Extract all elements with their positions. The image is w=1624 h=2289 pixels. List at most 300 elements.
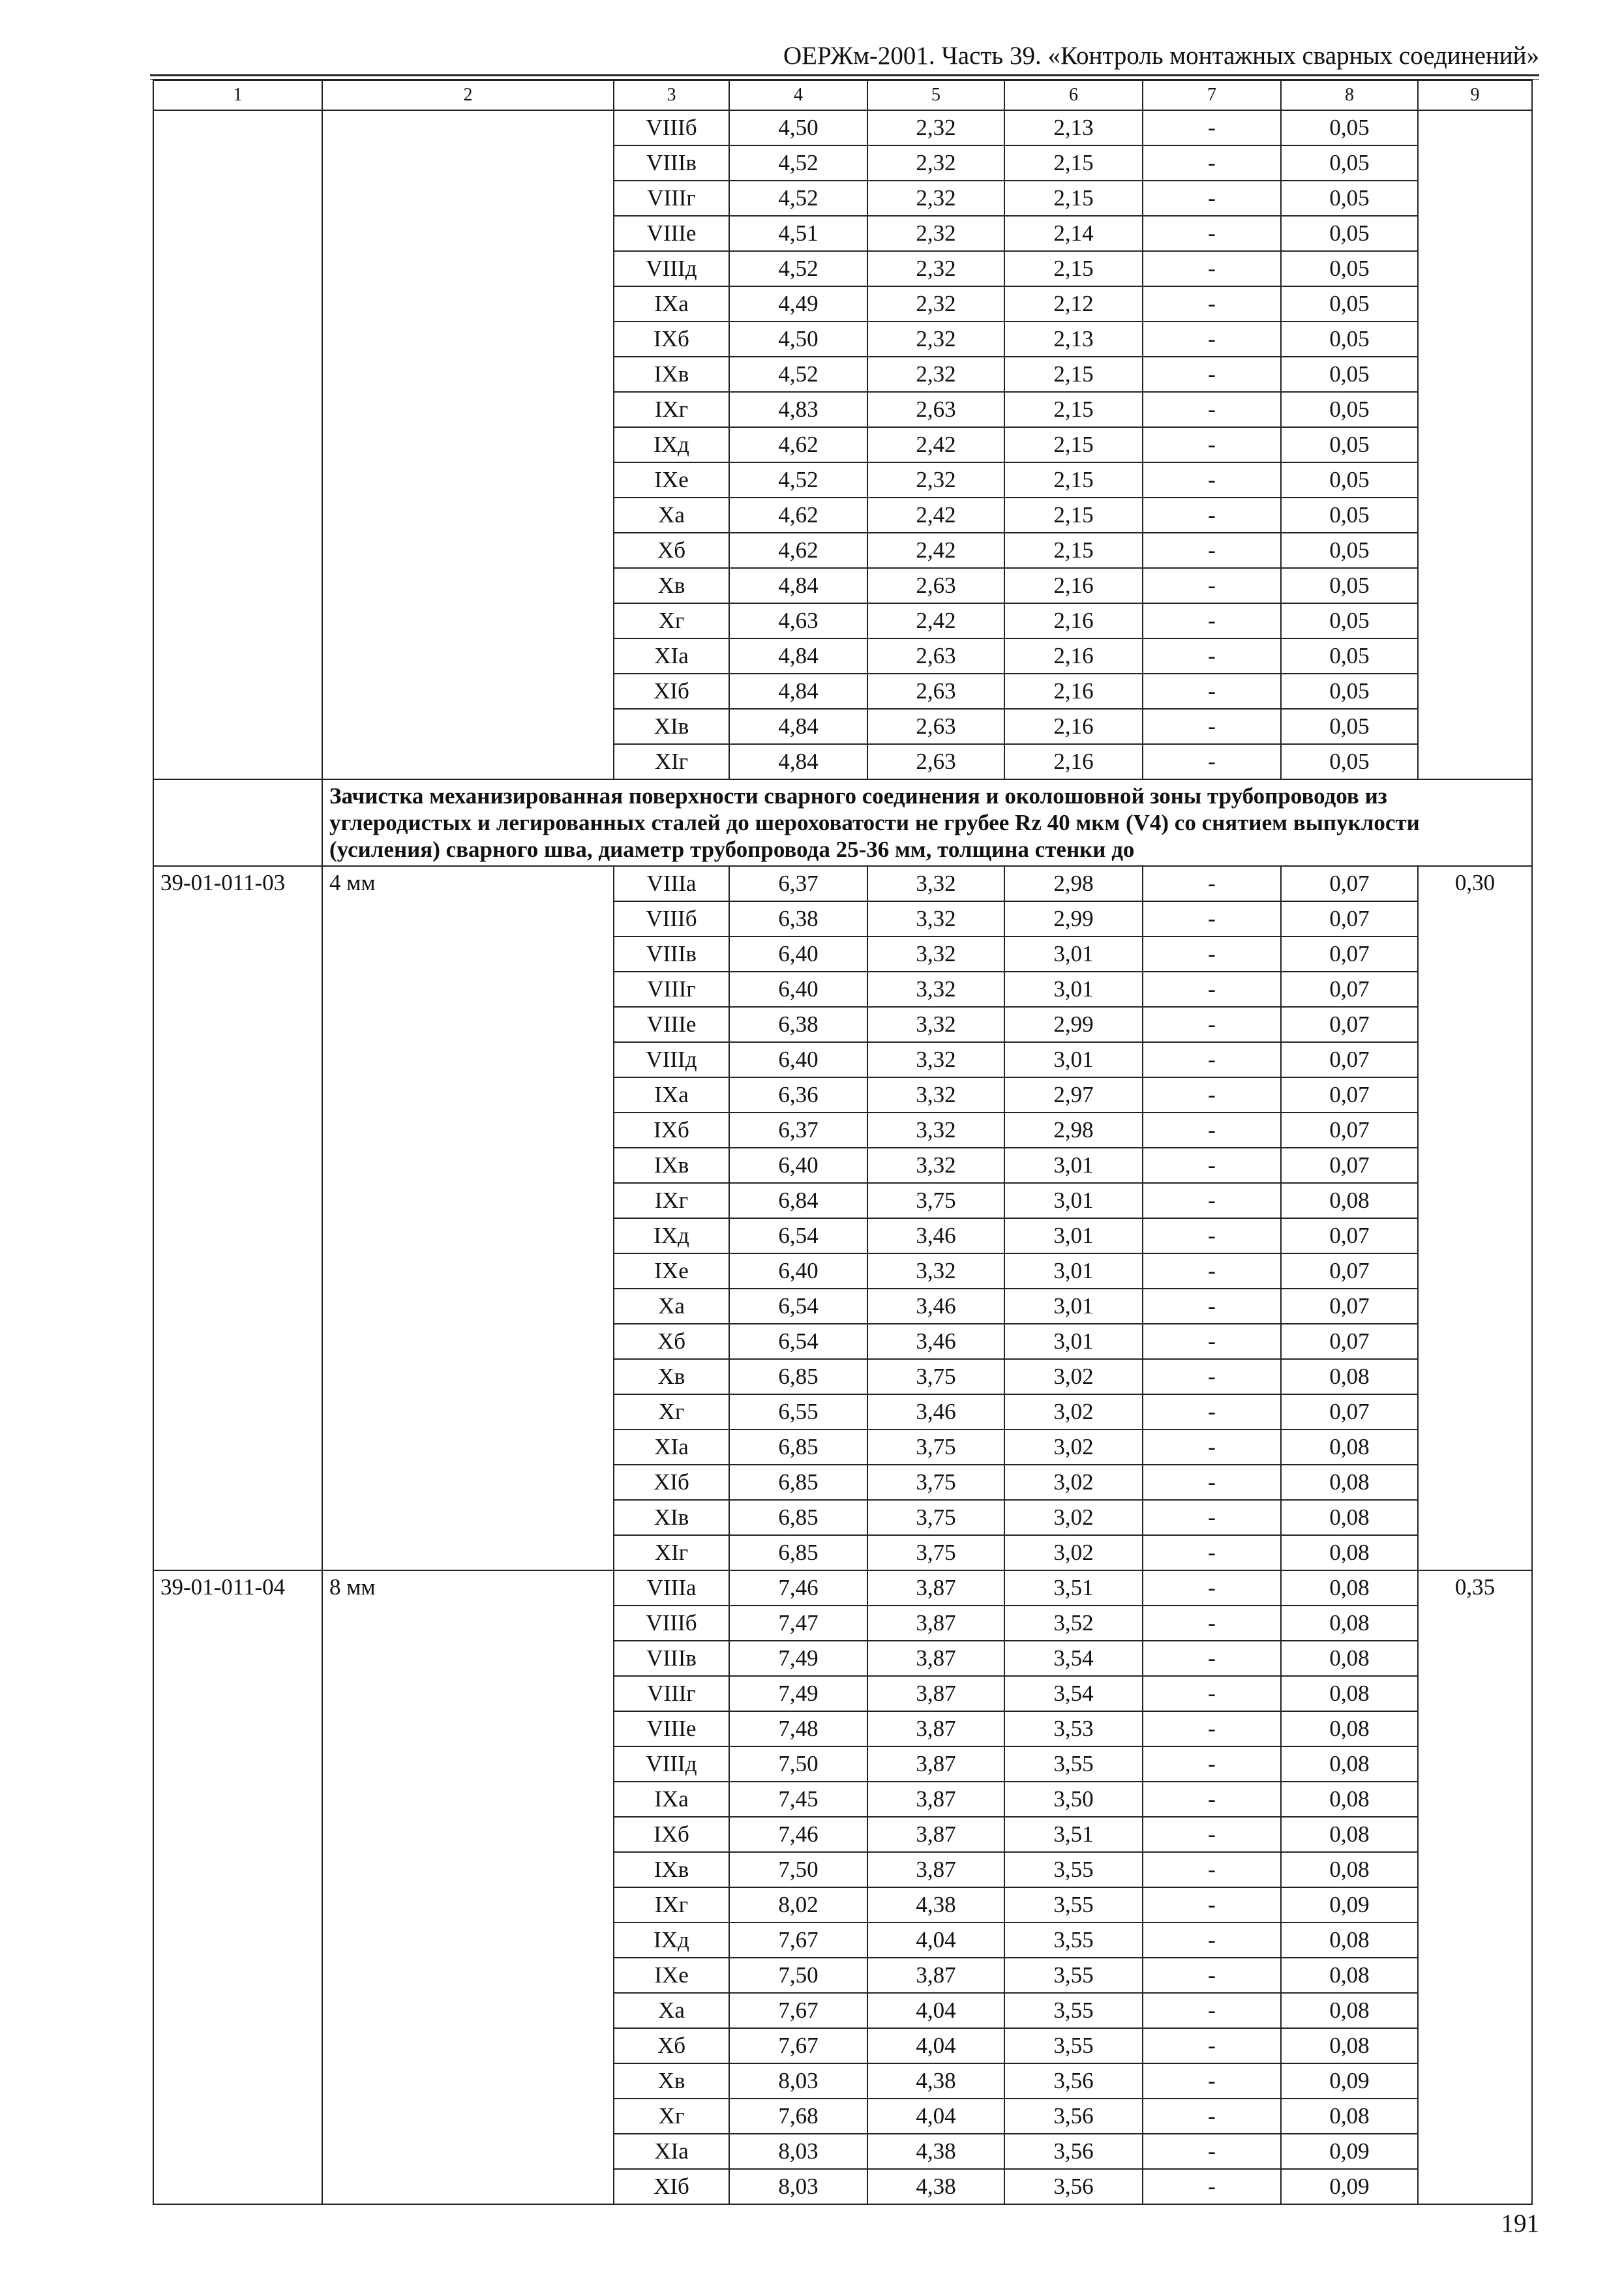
- value-cell-col7: -: [1143, 1042, 1281, 1077]
- value-cell-col3: Xа: [614, 498, 729, 533]
- value-cell-col7: -: [1143, 181, 1281, 216]
- value-cell-col4: 4,63: [729, 603, 867, 638]
- value-cell-col5: 4,38: [867, 2063, 1004, 2099]
- value-cell-col3: XIг: [614, 744, 729, 779]
- value-cell-col5: 3,46: [867, 1324, 1004, 1359]
- value-cell-col4: 4,52: [729, 251, 867, 286]
- value-cell-col5: 2,63: [867, 638, 1004, 674]
- value-cell-col8: 0,05: [1281, 110, 1418, 145]
- value-cell-col4: 7,46: [729, 1817, 867, 1852]
- value-cell-col7: -: [1143, 603, 1281, 638]
- value-cell-col8: 0,05: [1281, 709, 1418, 744]
- wall-thickness: 8 мм: [322, 1570, 614, 2204]
- value-cell-col3: VIIIа: [614, 1570, 729, 1606]
- value-cell-col8: 0,08: [1281, 1958, 1418, 1993]
- value-cell-col4: 7,67: [729, 1922, 867, 1958]
- value-cell-col3: IXд: [614, 1218, 729, 1253]
- value-cell-col8: 0,05: [1281, 674, 1418, 709]
- value-cell-col5: 2,42: [867, 427, 1004, 462]
- value-cell-col6: 3,01: [1004, 1042, 1143, 1077]
- value-cell-col3: IXг: [614, 1183, 729, 1218]
- value-cell-col4: 7,47: [729, 1606, 867, 1641]
- value-cell-col5: 2,32: [867, 145, 1004, 181]
- value-cell-col3: VIIIг: [614, 1676, 729, 1711]
- value-cell-col8: 0,07: [1281, 1042, 1418, 1077]
- value-cell-col8: 0,07: [1281, 901, 1418, 936]
- value-cell-col6: 2,14: [1004, 216, 1143, 251]
- value-cell-col8: 0,08: [1281, 1500, 1418, 1535]
- value-cell-col8: 0,07: [1281, 972, 1418, 1007]
- value-cell-col7: -: [1143, 709, 1281, 744]
- value-cell-col5: 2,42: [867, 603, 1004, 638]
- column-number: 8: [1281, 80, 1418, 110]
- value-cell-col6: 2,16: [1004, 744, 1143, 779]
- value-cell-col3: Xб: [614, 1324, 729, 1359]
- value-cell-col8: 0,08: [1281, 1676, 1418, 1711]
- value-cell-col4: 8,03: [729, 2063, 867, 2099]
- value-cell-col4: 7,50: [729, 1746, 867, 1782]
- value-cell-col6: 3,56: [1004, 2169, 1143, 2204]
- value-cell-col4: 6,40: [729, 1042, 867, 1077]
- value-cell-col7: -: [1143, 2028, 1281, 2063]
- value-cell-col5: 3,46: [867, 1289, 1004, 1324]
- value-cell-col4: 6,40: [729, 1148, 867, 1183]
- value-cell-col7: -: [1143, 1922, 1281, 1958]
- value-cell-col3: XIв: [614, 709, 729, 744]
- value-cell-col5: 3,87: [867, 1676, 1004, 1711]
- value-cell-col5: 3,46: [867, 1218, 1004, 1253]
- value-cell-col8: 0,07: [1281, 1077, 1418, 1113]
- value-cell-col8: 0,09: [1281, 2169, 1418, 2204]
- value-cell-col4: 6,85: [729, 1500, 867, 1535]
- value-cell-col3: Xб: [614, 2028, 729, 2063]
- value-cell-col3: VIIIе: [614, 216, 729, 251]
- value-cell-col4: 6,37: [729, 1113, 867, 1148]
- value-cell-col7: -: [1143, 1535, 1281, 1570]
- column-number: 6: [1004, 80, 1143, 110]
- value-cell-col3: IXб: [614, 1817, 729, 1852]
- value-cell-col3: XIб: [614, 1465, 729, 1500]
- value-cell-col6: 3,55: [1004, 1993, 1143, 2028]
- value-cell-col7: -: [1143, 1218, 1281, 1253]
- value-cell-col6: 3,55: [1004, 1746, 1143, 1782]
- value-cell-col7: -: [1143, 357, 1281, 392]
- value-cell-col3: IXе: [614, 462, 729, 498]
- value-cell-col7: -: [1143, 1007, 1281, 1042]
- value-cell-col3: XIа: [614, 638, 729, 674]
- value-cell-col4: 6,84: [729, 1183, 867, 1218]
- value-cell-col8: 0,08: [1281, 1570, 1418, 1606]
- value-cell-col8: 0,08: [1281, 1465, 1418, 1500]
- value-cell-col4: 6,85: [729, 1535, 867, 1570]
- value-cell-col7: -: [1143, 533, 1281, 568]
- value-cell-col7: -: [1143, 2063, 1281, 2099]
- value-cell-col7: -: [1143, 1394, 1281, 1429]
- value-cell-col3: Xв: [614, 1359, 729, 1394]
- value-cell-col6: 2,15: [1004, 357, 1143, 392]
- value-cell-col8: 0,05: [1281, 427, 1418, 462]
- value-cell-col4: 4,84: [729, 674, 867, 709]
- value-cell-col3: Xа: [614, 1993, 729, 2028]
- value-cell-col4: 4,52: [729, 181, 867, 216]
- value-cell-col8: 0,07: [1281, 1324, 1418, 1359]
- value-cell-col4: 4,50: [729, 322, 867, 357]
- value-cell-col7: -: [1143, 2134, 1281, 2169]
- value-cell-col6: 3,01: [1004, 1253, 1143, 1289]
- value-cell-col4: 4,84: [729, 568, 867, 603]
- value-cell-col4: 6,54: [729, 1289, 867, 1324]
- value-cell-col8: 0,08: [1281, 1606, 1418, 1641]
- value-cell-col8: 0,05: [1281, 744, 1418, 779]
- value-cell-col3: IXв: [614, 1148, 729, 1183]
- col9-value: [1418, 110, 1532, 779]
- value-cell-col7: -: [1143, 1958, 1281, 1993]
- value-cell-col5: 4,38: [867, 2169, 1004, 2204]
- value-cell-col6: 3,55: [1004, 1887, 1143, 1922]
- value-cell-col7: -: [1143, 216, 1281, 251]
- value-cell-col6: 2,15: [1004, 392, 1143, 427]
- value-cell-col6: 3,53: [1004, 1711, 1143, 1746]
- value-cell-col7: -: [1143, 1711, 1281, 1746]
- value-cell-col7: -: [1143, 1429, 1281, 1465]
- table-row: [153, 1570, 1532, 1606]
- value-cell-col6: 2,99: [1004, 1007, 1143, 1042]
- value-cell-col4: 6,40: [729, 936, 867, 972]
- value-cell-col3: IXб: [614, 322, 729, 357]
- value-cell-col6: 3,55: [1004, 1958, 1143, 1993]
- value-cell-col6: 2,13: [1004, 110, 1143, 145]
- value-cell-col5: 3,75: [867, 1465, 1004, 1500]
- value-cell-col5: 3,75: [867, 1359, 1004, 1394]
- value-cell-col4: 6,55: [729, 1394, 867, 1429]
- description-code-cell: [153, 779, 322, 866]
- value-cell-col6: 3,01: [1004, 1183, 1143, 1218]
- value-cell-col3: XIг: [614, 1535, 729, 1570]
- value-cell-col8: 0,08: [1281, 1535, 1418, 1570]
- value-cell-col8: 0,08: [1281, 2099, 1418, 2134]
- value-cell-col7: -: [1143, 1500, 1281, 1535]
- value-cell-col6: 2,16: [1004, 603, 1143, 638]
- value-cell-col6: 2,13: [1004, 322, 1143, 357]
- value-cell-col6: 2,98: [1004, 866, 1143, 901]
- column-number: 4: [729, 80, 867, 110]
- value-cell-col4: 7,67: [729, 2028, 867, 2063]
- value-cell-col5: 3,87: [867, 1570, 1004, 1606]
- value-cell-col4: 8,02: [729, 1887, 867, 1922]
- value-cell-col6: 2,15: [1004, 181, 1143, 216]
- value-cell-col6: 3,01: [1004, 1148, 1143, 1183]
- value-cell-col5: 4,04: [867, 2028, 1004, 2063]
- value-cell-col4: 7,50: [729, 1958, 867, 1993]
- value-cell-col7: -: [1143, 568, 1281, 603]
- value-cell-col3: IXа: [614, 286, 729, 322]
- value-cell-col3: IXд: [614, 427, 729, 462]
- value-cell-col7: -: [1143, 1113, 1281, 1148]
- value-cell-col3: VIIIб: [614, 110, 729, 145]
- norms-table: [153, 80, 1533, 2205]
- value-cell-col3: XIв: [614, 1500, 729, 1535]
- value-cell-col4: 6,85: [729, 1465, 867, 1500]
- value-cell-col6: 3,02: [1004, 1429, 1143, 1465]
- value-cell-col4: 6,40: [729, 1253, 867, 1289]
- value-cell-col3: VIIIв: [614, 1641, 729, 1676]
- value-cell-col7: -: [1143, 286, 1281, 322]
- value-cell-col6: 3,54: [1004, 1641, 1143, 1676]
- table-row: [153, 110, 1532, 145]
- value-cell-col6: 3,51: [1004, 1570, 1143, 1606]
- value-cell-col8: 0,07: [1281, 1289, 1418, 1324]
- value-cell-col8: 0,07: [1281, 1394, 1418, 1429]
- value-cell-col5: 2,32: [867, 286, 1004, 322]
- value-cell-col6: 2,15: [1004, 145, 1143, 181]
- value-cell-col6: 3,56: [1004, 2134, 1143, 2169]
- value-cell-col7: -: [1143, 1852, 1281, 1887]
- value-cell-col3: VIIIв: [614, 145, 729, 181]
- value-cell-col3: IXв: [614, 357, 729, 392]
- column-number: 5: [867, 80, 1004, 110]
- column-number: 9: [1418, 80, 1532, 110]
- value-cell-col8: 0,07: [1281, 936, 1418, 972]
- value-cell-col6: 2,15: [1004, 251, 1143, 286]
- value-cell-col5: 2,42: [867, 533, 1004, 568]
- value-cell-col6: 2,97: [1004, 1077, 1143, 1113]
- value-cell-col7: -: [1143, 638, 1281, 674]
- value-cell-col7: -: [1143, 427, 1281, 462]
- value-cell-col5: 2,32: [867, 181, 1004, 216]
- value-cell-col5: 3,32: [867, 936, 1004, 972]
- value-cell-col5: 4,04: [867, 2099, 1004, 2134]
- page-number: 191: [1501, 2209, 1539, 2237]
- value-cell-col3: Xв: [614, 2063, 729, 2099]
- value-cell-col3: VIIIб: [614, 901, 729, 936]
- value-cell-col5: 2,32: [867, 357, 1004, 392]
- value-cell-col6: 3,55: [1004, 1852, 1143, 1887]
- value-cell-col4: 6,40: [729, 972, 867, 1007]
- value-cell-col3: Xг: [614, 603, 729, 638]
- value-cell-col8: 0,05: [1281, 568, 1418, 603]
- work-description: Зачистка механизированная поверхности сварного соединения и околошовной зоны трубопроводов из углеродистых и легированных сталей до шероховатости не грубее Rz 40 мкм (V4) со снятием выпуклости (усиления) сварного шва, диаметр трубопровода 25-36 мм, толщина стенки до: [322, 779, 1532, 866]
- column-number: 2: [322, 80, 614, 110]
- wall-thickness: [322, 110, 614, 779]
- value-cell-col5: 2,63: [867, 744, 1004, 779]
- value-cell-col5: 2,63: [867, 709, 1004, 744]
- value-cell-col4: 4,50: [729, 110, 867, 145]
- value-cell-col7: -: [1143, 1253, 1281, 1289]
- value-cell-col4: 4,84: [729, 744, 867, 779]
- value-cell-col8: 0,07: [1281, 1148, 1418, 1183]
- value-cell-col6: 3,50: [1004, 1782, 1143, 1817]
- value-cell-col6: 2,99: [1004, 901, 1143, 936]
- value-cell-col5: 2,63: [867, 568, 1004, 603]
- value-cell-col8: 0,08: [1281, 1183, 1418, 1218]
- value-cell-col6: 2,16: [1004, 674, 1143, 709]
- value-cell-col6: 3,56: [1004, 2099, 1143, 2134]
- value-cell-col3: XIб: [614, 2169, 729, 2204]
- value-cell-col7: -: [1143, 1993, 1281, 2028]
- value-cell-col7: -: [1143, 1606, 1281, 1641]
- value-cell-col5: 4,04: [867, 1993, 1004, 2028]
- column-number: 1: [153, 80, 322, 110]
- value-cell-col8: 0,08: [1281, 1993, 1418, 2028]
- value-cell-col5: 3,87: [867, 1782, 1004, 1817]
- value-cell-col7: -: [1143, 2099, 1281, 2134]
- value-cell-col7: -: [1143, 1359, 1281, 1394]
- value-cell-col3: IXа: [614, 1077, 729, 1113]
- value-cell-col4: 6,38: [729, 901, 867, 936]
- value-cell-col4: 4,52: [729, 145, 867, 181]
- column-number: 3: [614, 80, 729, 110]
- value-cell-col7: -: [1143, 1570, 1281, 1606]
- value-cell-col6: 2,12: [1004, 286, 1143, 322]
- value-cell-col8: 0,08: [1281, 1782, 1418, 1817]
- page-header: ОЕРЖм-2001. Часть 39. «Контроль монтажных сварных соединений»: [783, 42, 1539, 70]
- value-cell-col3: VIIIд: [614, 1746, 729, 1782]
- value-cell-col3: IXб: [614, 1113, 729, 1148]
- value-cell-col4: 4,52: [729, 357, 867, 392]
- description-row: [153, 779, 1532, 866]
- value-cell-col8: 0,07: [1281, 1113, 1418, 1148]
- value-cell-col6: 2,16: [1004, 709, 1143, 744]
- value-cell-col8: 0,08: [1281, 1429, 1418, 1465]
- value-cell-col8: 0,08: [1281, 1641, 1418, 1676]
- value-cell-col4: 4,84: [729, 638, 867, 674]
- value-cell-col4: 4,49: [729, 286, 867, 322]
- value-cell-col8: 0,07: [1281, 1218, 1418, 1253]
- value-cell-col3: XIа: [614, 1429, 729, 1465]
- value-cell-col8: 0,09: [1281, 1887, 1418, 1922]
- value-cell-col8: 0,07: [1281, 866, 1418, 901]
- value-cell-col5: 4,04: [867, 1922, 1004, 1958]
- value-cell-col8: 0,05: [1281, 322, 1418, 357]
- value-cell-col6: 3,56: [1004, 2063, 1143, 2099]
- value-cell-col5: 2,32: [867, 251, 1004, 286]
- value-cell-col7: -: [1143, 1148, 1281, 1183]
- value-cell-col4: 6,54: [729, 1324, 867, 1359]
- value-cell-col4: 8,03: [729, 2169, 867, 2204]
- value-cell-col7: -: [1143, 322, 1281, 357]
- value-cell-col7: -: [1143, 1289, 1281, 1324]
- value-cell-col6: 3,02: [1004, 1535, 1143, 1570]
- value-cell-col7: -: [1143, 744, 1281, 779]
- norm-code: 39-01-011-03: [153, 866, 322, 1570]
- value-cell-col8: 0,05: [1281, 638, 1418, 674]
- value-cell-col3: IXа: [614, 1782, 729, 1817]
- value-cell-col5: 3,32: [867, 866, 1004, 901]
- value-cell-col8: 0,05: [1281, 603, 1418, 638]
- value-cell-col7: -: [1143, 1465, 1281, 1500]
- value-cell-col4: 7,48: [729, 1711, 867, 1746]
- value-cell-col7: -: [1143, 1183, 1281, 1218]
- value-cell-col4: 7,45: [729, 1782, 867, 1817]
- header-rule: [150, 74, 1539, 76]
- value-cell-col7: -: [1143, 1887, 1281, 1922]
- value-cell-col7: -: [1143, 251, 1281, 286]
- value-cell-col5: 3,87: [867, 1852, 1004, 1887]
- value-cell-col7: -: [1143, 1676, 1281, 1711]
- value-cell-col8: 0,05: [1281, 216, 1418, 251]
- value-cell-col5: 3,32: [867, 1042, 1004, 1077]
- value-cell-col5: 3,75: [867, 1429, 1004, 1465]
- value-cell-col4: 7,50: [729, 1852, 867, 1887]
- value-cell-col3: XIб: [614, 674, 729, 709]
- wall-thickness: 4 мм: [322, 866, 614, 1570]
- value-cell-col5: 3,75: [867, 1500, 1004, 1535]
- value-cell-col8: 0,05: [1281, 392, 1418, 427]
- value-cell-col8: 0,08: [1281, 1359, 1418, 1394]
- value-cell-col5: 2,63: [867, 392, 1004, 427]
- value-cell-col6: 3,01: [1004, 1218, 1143, 1253]
- value-cell-col5: 3,32: [867, 901, 1004, 936]
- value-cell-col6: 3,02: [1004, 1500, 1143, 1535]
- value-cell-col8: 0,05: [1281, 145, 1418, 181]
- value-cell-col5: 2,63: [867, 674, 1004, 709]
- value-cell-col5: 3,87: [867, 1817, 1004, 1852]
- value-cell-col5: 3,32: [867, 1007, 1004, 1042]
- value-cell-col4: 6,36: [729, 1077, 867, 1113]
- value-cell-col7: -: [1143, 1077, 1281, 1113]
- value-cell-col3: VIIIд: [614, 251, 729, 286]
- value-cell-col3: Xв: [614, 568, 729, 603]
- norm-code: 39-01-011-04: [153, 1570, 322, 2204]
- value-cell-col7: -: [1143, 145, 1281, 181]
- value-cell-col7: -: [1143, 392, 1281, 427]
- value-cell-col4: 6,54: [729, 1218, 867, 1253]
- value-cell-col5: 2,32: [867, 110, 1004, 145]
- value-cell-col6: 3,02: [1004, 1359, 1143, 1394]
- value-cell-col3: IXг: [614, 392, 729, 427]
- value-cell-col8: 0,05: [1281, 533, 1418, 568]
- value-cell-col4: 4,62: [729, 498, 867, 533]
- value-cell-col3: IXв: [614, 1852, 729, 1887]
- value-cell-col5: 2,32: [867, 216, 1004, 251]
- value-cell-col8: 0,08: [1281, 1817, 1418, 1852]
- value-cell-col6: 3,01: [1004, 972, 1143, 1007]
- value-cell-col5: 3,87: [867, 1641, 1004, 1676]
- value-cell-col4: 6,85: [729, 1429, 867, 1465]
- value-cell-col5: 3,87: [867, 1958, 1004, 1993]
- value-cell-col4: 7,68: [729, 2099, 867, 2134]
- value-cell-col7: -: [1143, 462, 1281, 498]
- value-cell-col4: 7,46: [729, 1570, 867, 1606]
- value-cell-col3: Xб: [614, 533, 729, 568]
- value-cell-col7: -: [1143, 1817, 1281, 1852]
- value-cell-col3: VIIIе: [614, 1007, 729, 1042]
- value-cell-col3: VIIIа: [614, 866, 729, 901]
- value-cell-col4: 4,52: [729, 462, 867, 498]
- value-cell-col6: 2,16: [1004, 568, 1143, 603]
- value-cell-col4: 6,38: [729, 1007, 867, 1042]
- value-cell-col5: 3,87: [867, 1606, 1004, 1641]
- table-row: [153, 866, 1532, 901]
- value-cell-col6: 3,02: [1004, 1465, 1143, 1500]
- value-cell-col3: VIIIг: [614, 181, 729, 216]
- value-cell-col6: 3,01: [1004, 936, 1143, 972]
- value-cell-col5: 3,32: [867, 972, 1004, 1007]
- value-cell-col6: 3,55: [1004, 1922, 1143, 1958]
- col9-value: 0,35: [1418, 1570, 1532, 2204]
- value-cell-col8: 0,05: [1281, 181, 1418, 216]
- value-cell-col6: 2,16: [1004, 638, 1143, 674]
- value-cell-col5: 3,75: [867, 1183, 1004, 1218]
- value-cell-col8: 0,08: [1281, 1852, 1418, 1887]
- value-cell-col5: 3,32: [867, 1077, 1004, 1113]
- value-cell-col8: 0,05: [1281, 498, 1418, 533]
- value-cell-col3: IXе: [614, 1253, 729, 1289]
- value-cell-col3: IXг: [614, 1887, 729, 1922]
- value-cell-col8: 0,07: [1281, 1253, 1418, 1289]
- value-cell-col4: 4,83: [729, 392, 867, 427]
- value-cell-col3: IXд: [614, 1922, 729, 1958]
